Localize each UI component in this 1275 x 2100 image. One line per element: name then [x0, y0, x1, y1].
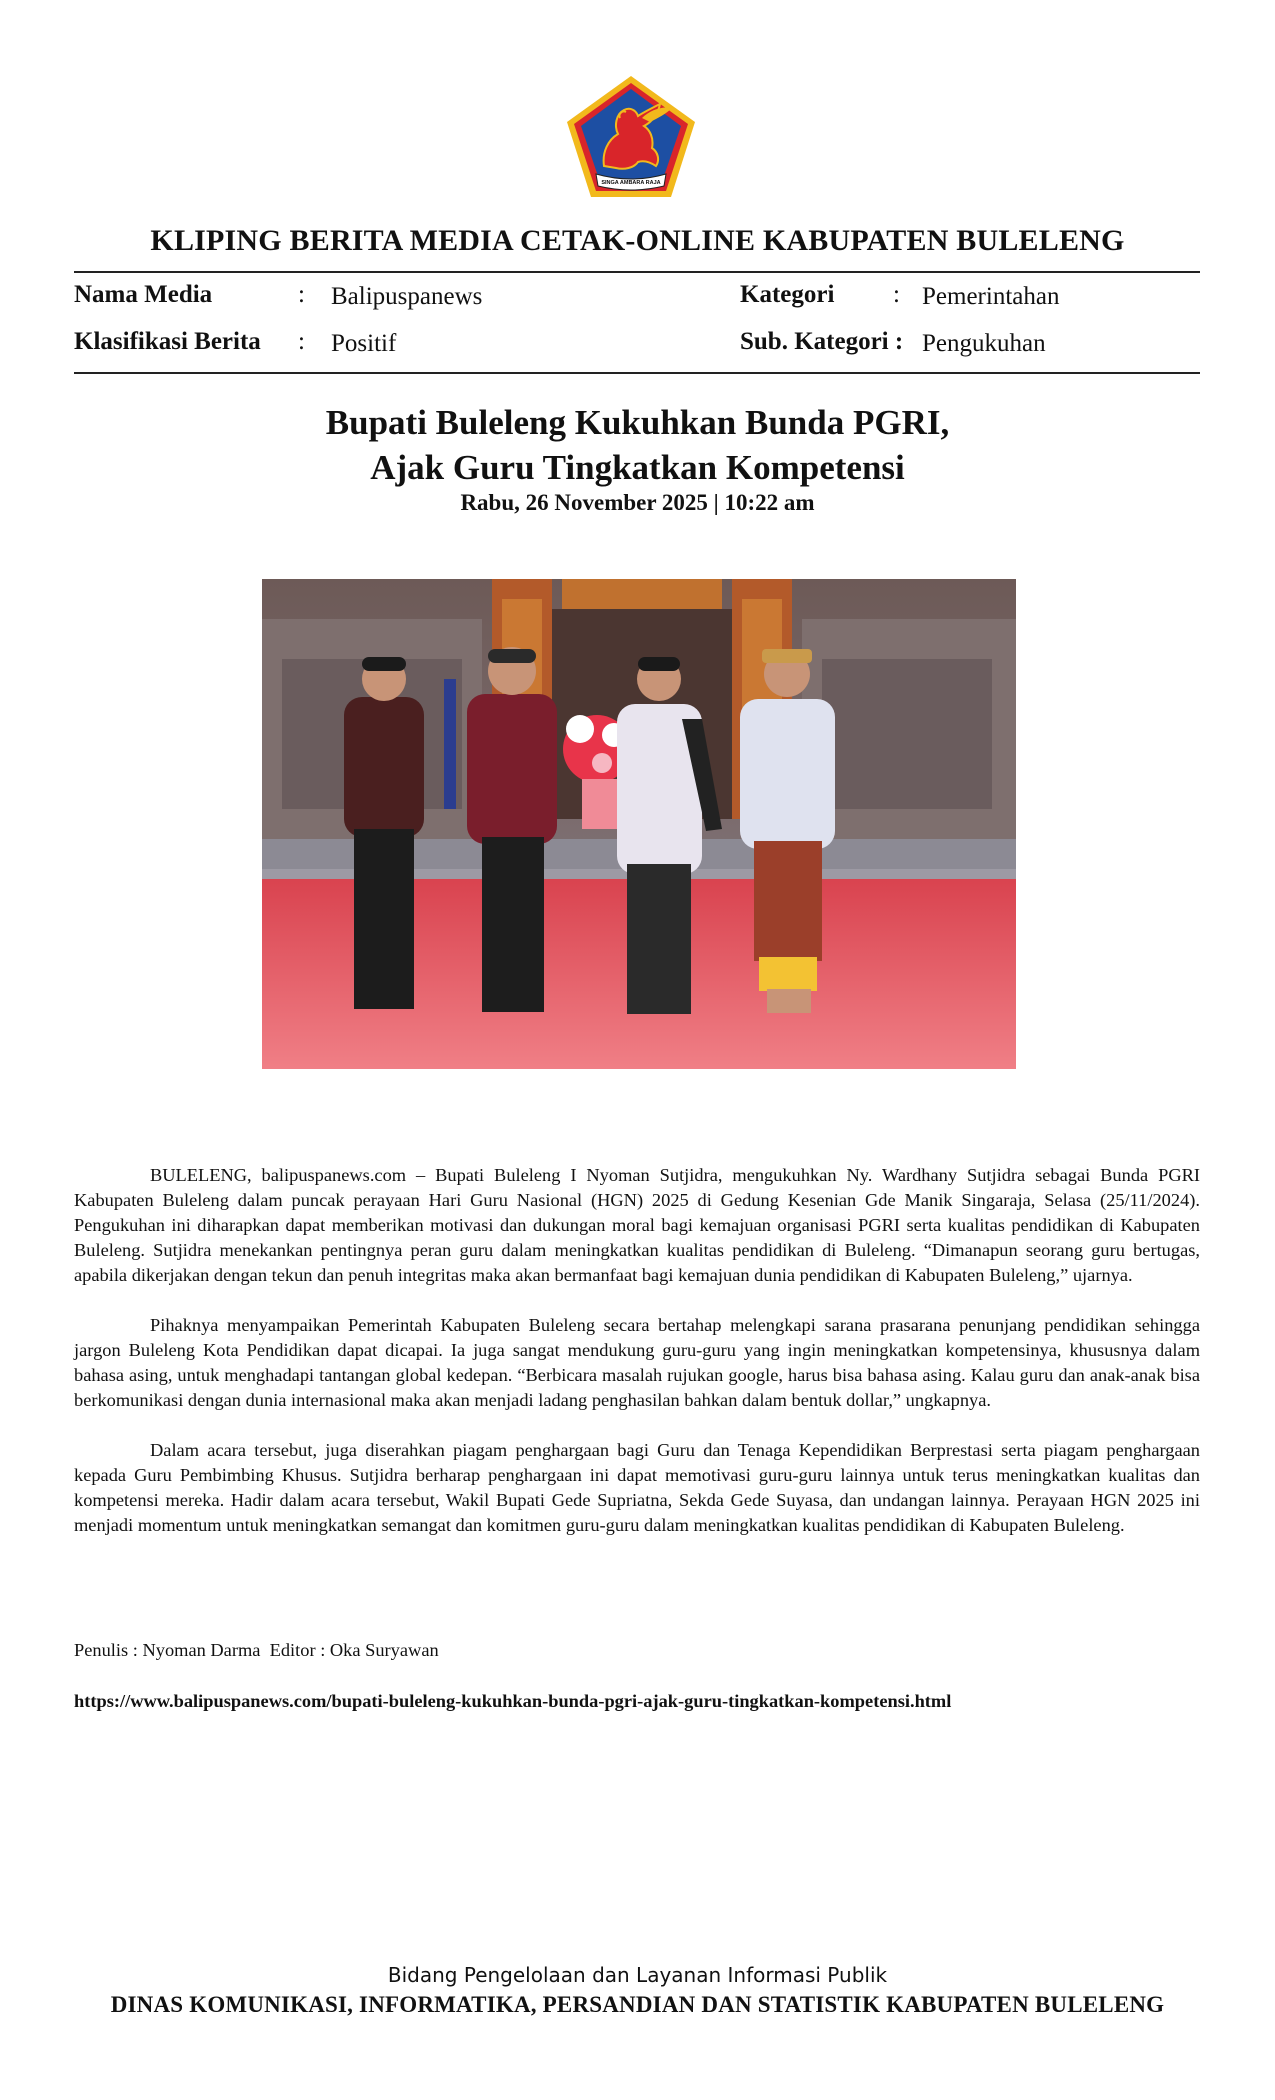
kategori-value: Pemerintahan	[922, 283, 1060, 310]
nama-media-value: Balipuspanews	[331, 283, 483, 310]
logo-motto: SINGA AMBARA RAJA	[601, 180, 661, 186]
footer-agency: DINAS KOMUNIKASI, INFORMATIKA, PERSANDIAN DAN STATISTIK KABUPATEN BULELENG	[110, 1992, 1165, 2017]
article-paragraph-3: Dalam acara tersebut, juga diserahkan piagam penghargaan bagi Guru dan Tenaga Kependidikan Berprestasi serta piagam penghargaan kepada Guru Pembimbing Khusus. Sutjidra berharap penghargaan ini dapat memotivasi guru-guru lainnya untuk terus meningkatkan kualitas dan kompetensi mereka. Hadir dalam acara tersebut, Wakil Bupati Gede Supriatna, Sekda Gede Suyasa, dan undangan lainnya. Perayaan HGN 2025 ini menjadi momentum untuk meningkatkan semangat dan komitmen guru-guru dalam meningkatkan kualitas pendidikan di Kabupaten Buleleng.	[74, 1440, 1200, 1535]
headline-line-2: Ajak Guru Tingkatkan Kompetensi	[370, 448, 905, 487]
header-rule-top	[74, 271, 1200, 273]
article-body	[74, 1163, 1200, 1563]
kliping-title: KLIPING BERITA MEDIA CETAK-ONLINE KABUPATEN BULELENG	[150, 224, 1125, 257]
article-credits: Penulis : Nyoman Darma Editor : Oka Suryawan	[74, 1640, 439, 1660]
article-source-url[interactable]: https://www.balipuspanews.com/bupati-buleleng-kukuhkan-bunda-pgri-ajak-guru-tingkatkan-kompetensi.html	[74, 1691, 952, 1711]
klasifikasi-label: Klasifikasi Berita	[74, 328, 261, 355]
kategori-label: Kategori	[740, 281, 835, 308]
klasifikasi-colon: :	[298, 328, 305, 355]
klasifikasi-value: Positif	[331, 330, 397, 357]
article-photo	[262, 579, 1016, 1069]
article-headline	[0, 400, 1275, 490]
kategori-colon: :	[893, 281, 900, 308]
sub-kategori-label: Sub. Kategori :	[740, 328, 904, 355]
headline-line-1: Bupati Buleleng Kukuhkan Bunda PGRI,	[325, 403, 950, 442]
buleleng-logo	[564, 74, 698, 200]
nama-media-colon: :	[298, 281, 305, 308]
article-paragraph-2: Pihaknya menyampaikan Pemerintah Kabupaten Buleleng secara bertahap melengkapi sarana prasarana penunjang pendidikan sehingga jargon Buleleng Kota Pendidikan dapat dicapai. Ia juga sangat mendukung guru-guru yang ingin meningkatkan kompetensinya, khususnya dalam bahasa asing, untuk menghadapi tantangan global kedepan. “Berbicara masalah rujukan google, harus bisa bahasa asing. Kalau guru dan anak-anak bisa berkomunikasi dengan dunia internasional maka akan menjadi ladang penghasilan bahkan dalam bentuk dollar,” ungkapnya.	[74, 1315, 1200, 1410]
article-dateline: Rabu, 26 November 2025 | 10:22 am	[460, 490, 815, 515]
footer-department: Bidang Pengelolaan dan Layanan Informasi Publik	[387, 1963, 888, 1987]
sub-kategori-value: Pengukuhan	[922, 330, 1046, 357]
nama-media-label: Nama Media	[74, 281, 213, 308]
header-rule-bottom	[74, 372, 1200, 374]
article-paragraph-1: BULELENG, balipuspanews.com – Bupati Buleleng I Nyoman Sutjidra, mengukuhkan Ny. Wardhany Sutjidra sebagai Bunda PGRI Kabupaten Buleleng dalam puncak perayaan Hari Guru Nasional (HGN) 2025 di Gedung Kesenian Gde Manik Singaraja, Selasa (25/11/2024). Pengukuhan ini diharapkan dapat memberikan motivasi dan dukungan moral bagi kemajuan organisasi PGRI serta kualitas pendidikan di Kabupaten Buleleng. Sutjidra menekankan pentingnya peran guru dalam meningkatkan kualitas pendidikan di Buleleng. “Dimanapun seorang guru bertugas, apabila dikerjakan dengan tekun dan penuh integritas maka akan bermanfaat bagi kemajuan dunia pendidikan di Kabupaten Buleleng,” ujarnya.	[74, 1165, 1200, 1285]
